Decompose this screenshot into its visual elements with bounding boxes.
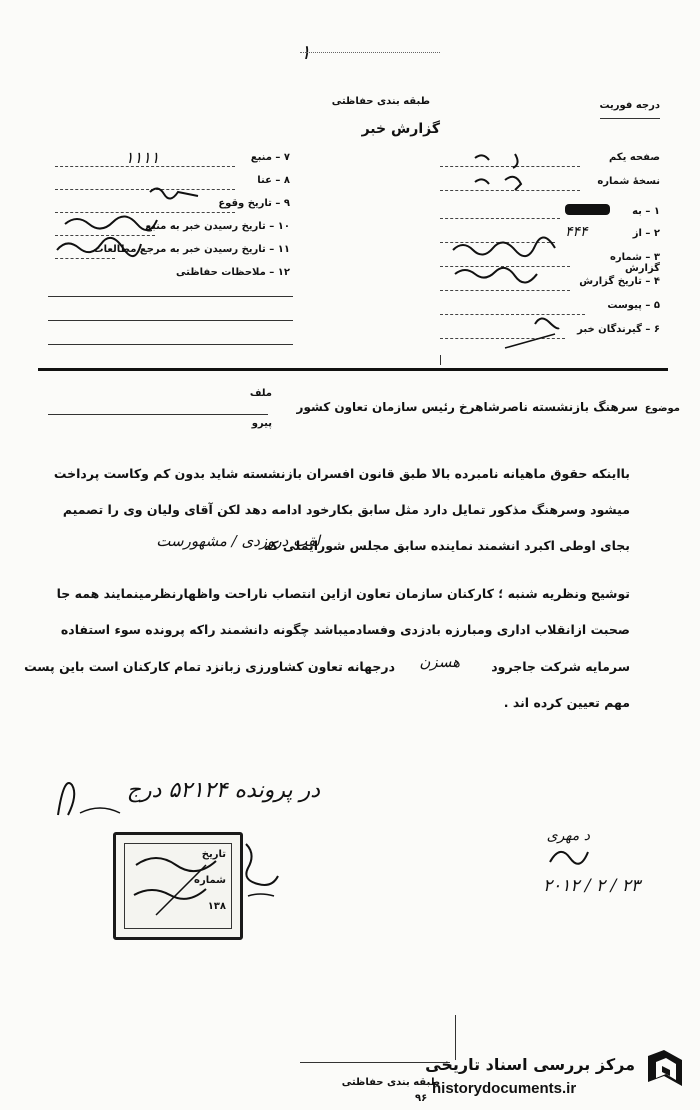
body-line: توشیح ونظریه شنبه ؛ کارکنان سازمان تعاون ازاین انتصاب ناراحت واظهارنظرمینمایند همه جا [56,586,630,601]
subject-underline [48,414,268,415]
field-line [48,296,293,297]
field-line [55,166,235,167]
subject-text: سرهنگ بازنشسته ناصرشاهرخ رئیس سازمان تعاون کشور [296,400,638,414]
field-label-report-date: ۴ – تاریخ گزارش [579,276,660,287]
field-label-page: صفحه یکم [608,152,660,163]
field-label-received-ref: ۱۱ – تاریخ رسیدن خبر به مرجع مطالعات [93,244,290,255]
footer-tick [455,1015,456,1060]
right-field-scribbles [445,148,585,363]
stamp-line-3: ۱۳۸ [207,901,226,912]
initials-scribble [545,842,595,872]
watermark-title: مرکز بررسی اسناد تاریخی [425,1055,635,1074]
field-label-received-source: ۱۰ – تاریخ رسیدن خبر به منبع [145,221,290,232]
archive-logo-icon [642,1046,688,1092]
priority-label: درجه فوریت [599,100,660,111]
top-scribble-line [300,52,440,53]
footer-page-number: ۹۶ [415,1093,428,1104]
report-title: گزارش خبر [361,121,440,137]
field-label-event-date: ۹ – تاریخ وقوع [218,198,290,209]
body-line: مهم تعیین کرده اند . [503,695,630,710]
body-handwritten-insert: لقب دروزدی / مشهورست [156,532,320,550]
priority-underline [600,118,660,119]
body-line: سرمایه شرکت جاجرود [491,659,630,674]
top-scribble: ۱ [300,40,311,64]
field-label-ena: ۸ – عنا [257,175,290,186]
footer-classification: طبقه بندی حفاظتی [341,1077,440,1088]
field-label-security: ۱۲ – ملاحظات حفاظتی [176,267,290,278]
subject-aside-top: ملف [249,388,272,399]
field-label-recipients: ۶ – گیرندگان خبر [577,324,660,335]
filing-scribble [50,765,330,825]
divider-tick [440,355,441,365]
official-stamp [113,832,243,940]
subject-label: موضوع [644,403,680,414]
initials-handwriting: د مهری [546,828,590,844]
subject-aside-bottom: پیرو [251,418,272,429]
field-label-report-no: ۳ – شماره گزارش [609,252,660,274]
classification-label: طبقه بندی حفاظتی [331,96,430,107]
field-value-source: ۱۱۱۱ [125,148,160,167]
stamp-line-1: تاریخ [201,849,226,860]
field-line [48,344,293,345]
field-label-to: ۱ – به [632,206,660,217]
field-label-attachment: ۵ – پیوست [607,300,660,311]
body-line: بااینکه حقوق ماهیانه نامبرده بالا طبق قانون افسران بازنشسته شاید بدون کم وکاست پرداخت [53,466,630,481]
field-label-copy: نسخهٔ شماره [597,176,660,187]
watermark-url[interactable]: historydocuments.ir [432,1080,577,1097]
field-label-source: ۷ – منبع [250,152,290,163]
field-label-from: ۲ – از [632,228,660,239]
field-value-from: ۴۴۴ [565,224,588,240]
body-line-rest: درجهانه تعاون کشاورزی زبانزد تمام کارکنان است باین پست [24,659,395,674]
body-line: میشود وسرهنگ مذکور تمایل دارد مثل سابق بکارخود ادامه دهد لکن آقای ولیان وی را تصمیم [62,502,630,517]
body-line: بجای اوطی اکبرد انشمند نماینده سابق مجلس شورایملی که [263,538,630,553]
left-field-scribbles [55,180,255,270]
stamp-signature [238,836,288,906]
field-line [48,320,293,321]
date-handwriting: ۲۳ / ۲ / ۲۰۱۲ [542,876,640,896]
filing-handwriting: در پرونده ۵۲۱۲۴ درج [126,778,320,803]
body-line: صحبت ازانقلاب اداری ومبارزه بادزدی وفسادمیباشد چگونه دانشمند راکه پرونده سوء استفاده [60,622,630,637]
main-separator [38,368,668,371]
body-handwritten-word: هسزن [419,653,460,671]
stamp-line-2: شماره [194,875,226,886]
stamp-scribble [126,845,230,927]
